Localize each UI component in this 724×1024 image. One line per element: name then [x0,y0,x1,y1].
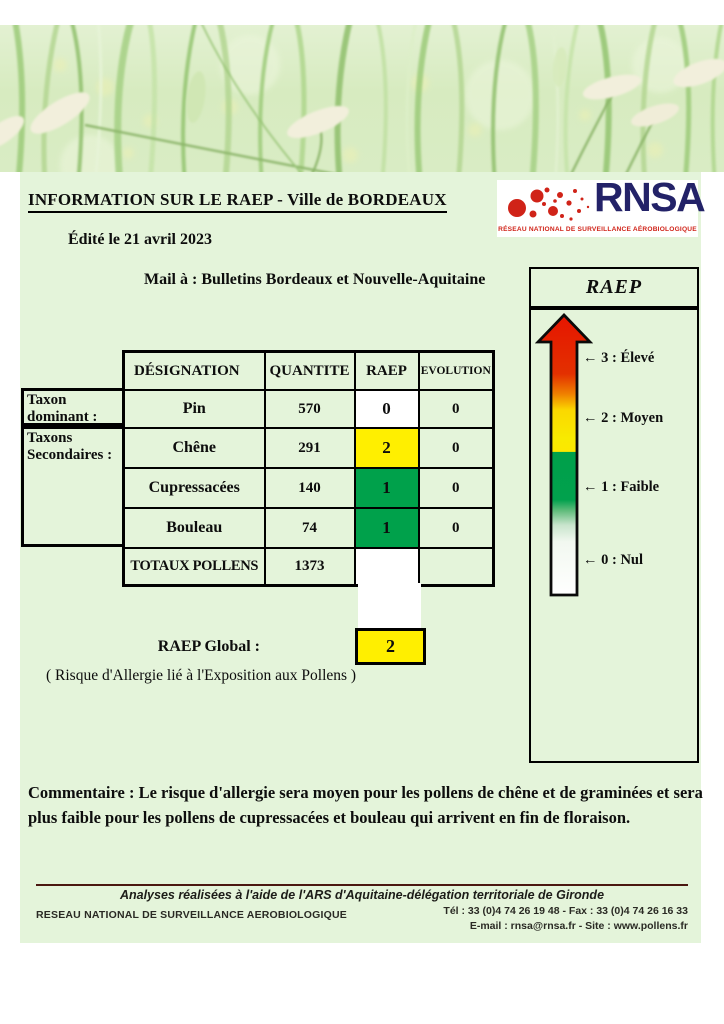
taxons-secondaires-box: Taxons Secondaires : [21,426,125,547]
table-row-cupressacees [124,468,494,508]
cell-quantite: 570 [265,390,355,428]
footer-divider [36,884,688,886]
total-raep-cell [355,548,419,586]
total-label: TOTAUX POLLENS [124,548,265,586]
total-value: 1373 [265,548,355,586]
table-row-pin [124,390,494,428]
cell-designation: Bouleau [124,508,265,548]
rnsa-logo [497,174,705,237]
raep-global-value: 2 [355,628,426,665]
scale-level-2: ← 2 : Moyen [583,410,664,426]
footer-organization: RESEAU NATIONAL DE SURVEILLANCE AEROBIOLOGIQUE [36,909,348,921]
table-row-total [124,548,494,586]
rnsa-dots-icon [503,183,595,225]
header-quantite: QUANTITE [265,352,355,391]
cell-evolution: 0 [419,468,494,508]
cell-quantite: 74 [265,508,355,548]
cell-designation: Pin [124,390,265,428]
cell-designation: Chêne [124,428,265,468]
cell-raep: 1 [355,508,419,548]
pollen-table [122,350,495,587]
table-header-row [124,352,494,391]
footer-analyses: Analyses réalisées à l'aide de l'ARS d'Aquitaine-délégation territoriale de Gironde [119,888,605,902]
header-evolution: EVOLUTION [419,352,494,391]
cell-quantite: 140 [265,468,355,508]
cell-evolution: 0 [419,390,494,428]
raep-definition-note: ( Risque d'Allergie lié à l'Exposition aux Pollens ) [46,667,357,684]
scale-level-3: ← 3 : Élevé [583,350,655,366]
raep-global-label: RAEP Global : [157,638,260,655]
grass-banner-image [0,25,724,172]
cell-raep: 2 [355,428,419,468]
rnsa-wordmark: RNSA [594,174,705,220]
footer-contact [443,904,688,934]
cell-evolution: 0 [419,428,494,468]
footer-email-site: E-mail : rnsa@rnsa.fr - Site : www.pollens.fr [469,920,688,933]
header-designation: DÉSIGNATION [124,352,265,391]
raep-scale-panel [529,308,699,763]
table-row-chene [124,428,494,468]
rnsa-tagline: RÉSEAU NATIONAL DE SURVEILLANCE AÉROBIOLOGIQUE [498,226,697,233]
total-evolution-cell [419,548,494,586]
edition-date: Édité le 21 avril 2023 [68,231,212,248]
cell-designation: Cupressacées [124,468,265,508]
scale-level-1: ← 1 : Faible [583,479,660,495]
mail-recipients: Mail à : Bulletins Bordeaux et Nouvelle-Aquitaine [144,271,486,288]
table-row-bouleau [124,508,494,548]
page-title: INFORMATION SUR LE RAEP - Ville de BORDEAUX [28,190,447,213]
pollen-table-wrapper [122,350,495,587]
raep-column-extension [358,583,421,630]
cell-quantite: 291 [265,428,355,468]
cell-evolution: 0 [419,508,494,548]
cell-raep: 0 [355,390,419,428]
cell-raep: 1 [355,468,419,508]
raep-scale-title: RAEP [529,267,699,308]
scale-level-0: ← 0 : Nul [583,552,644,568]
footer-tel-fax: Tél : 33 (0)4 74 26 19 48 - Fax : 33 (0)4 74 26 16 33 [443,905,688,917]
taxon-dominant-box: Taxon dominant : [21,388,125,426]
commentary-text: Commentaire : Le risque d'allergie sera moyen pour les pollens de chêne et de graminées et sera plus faible pour les pollens de cupressacées et bouleau qui arrivent en fin de floraison. [28,783,703,827]
header-raep: RAEP [355,352,419,391]
